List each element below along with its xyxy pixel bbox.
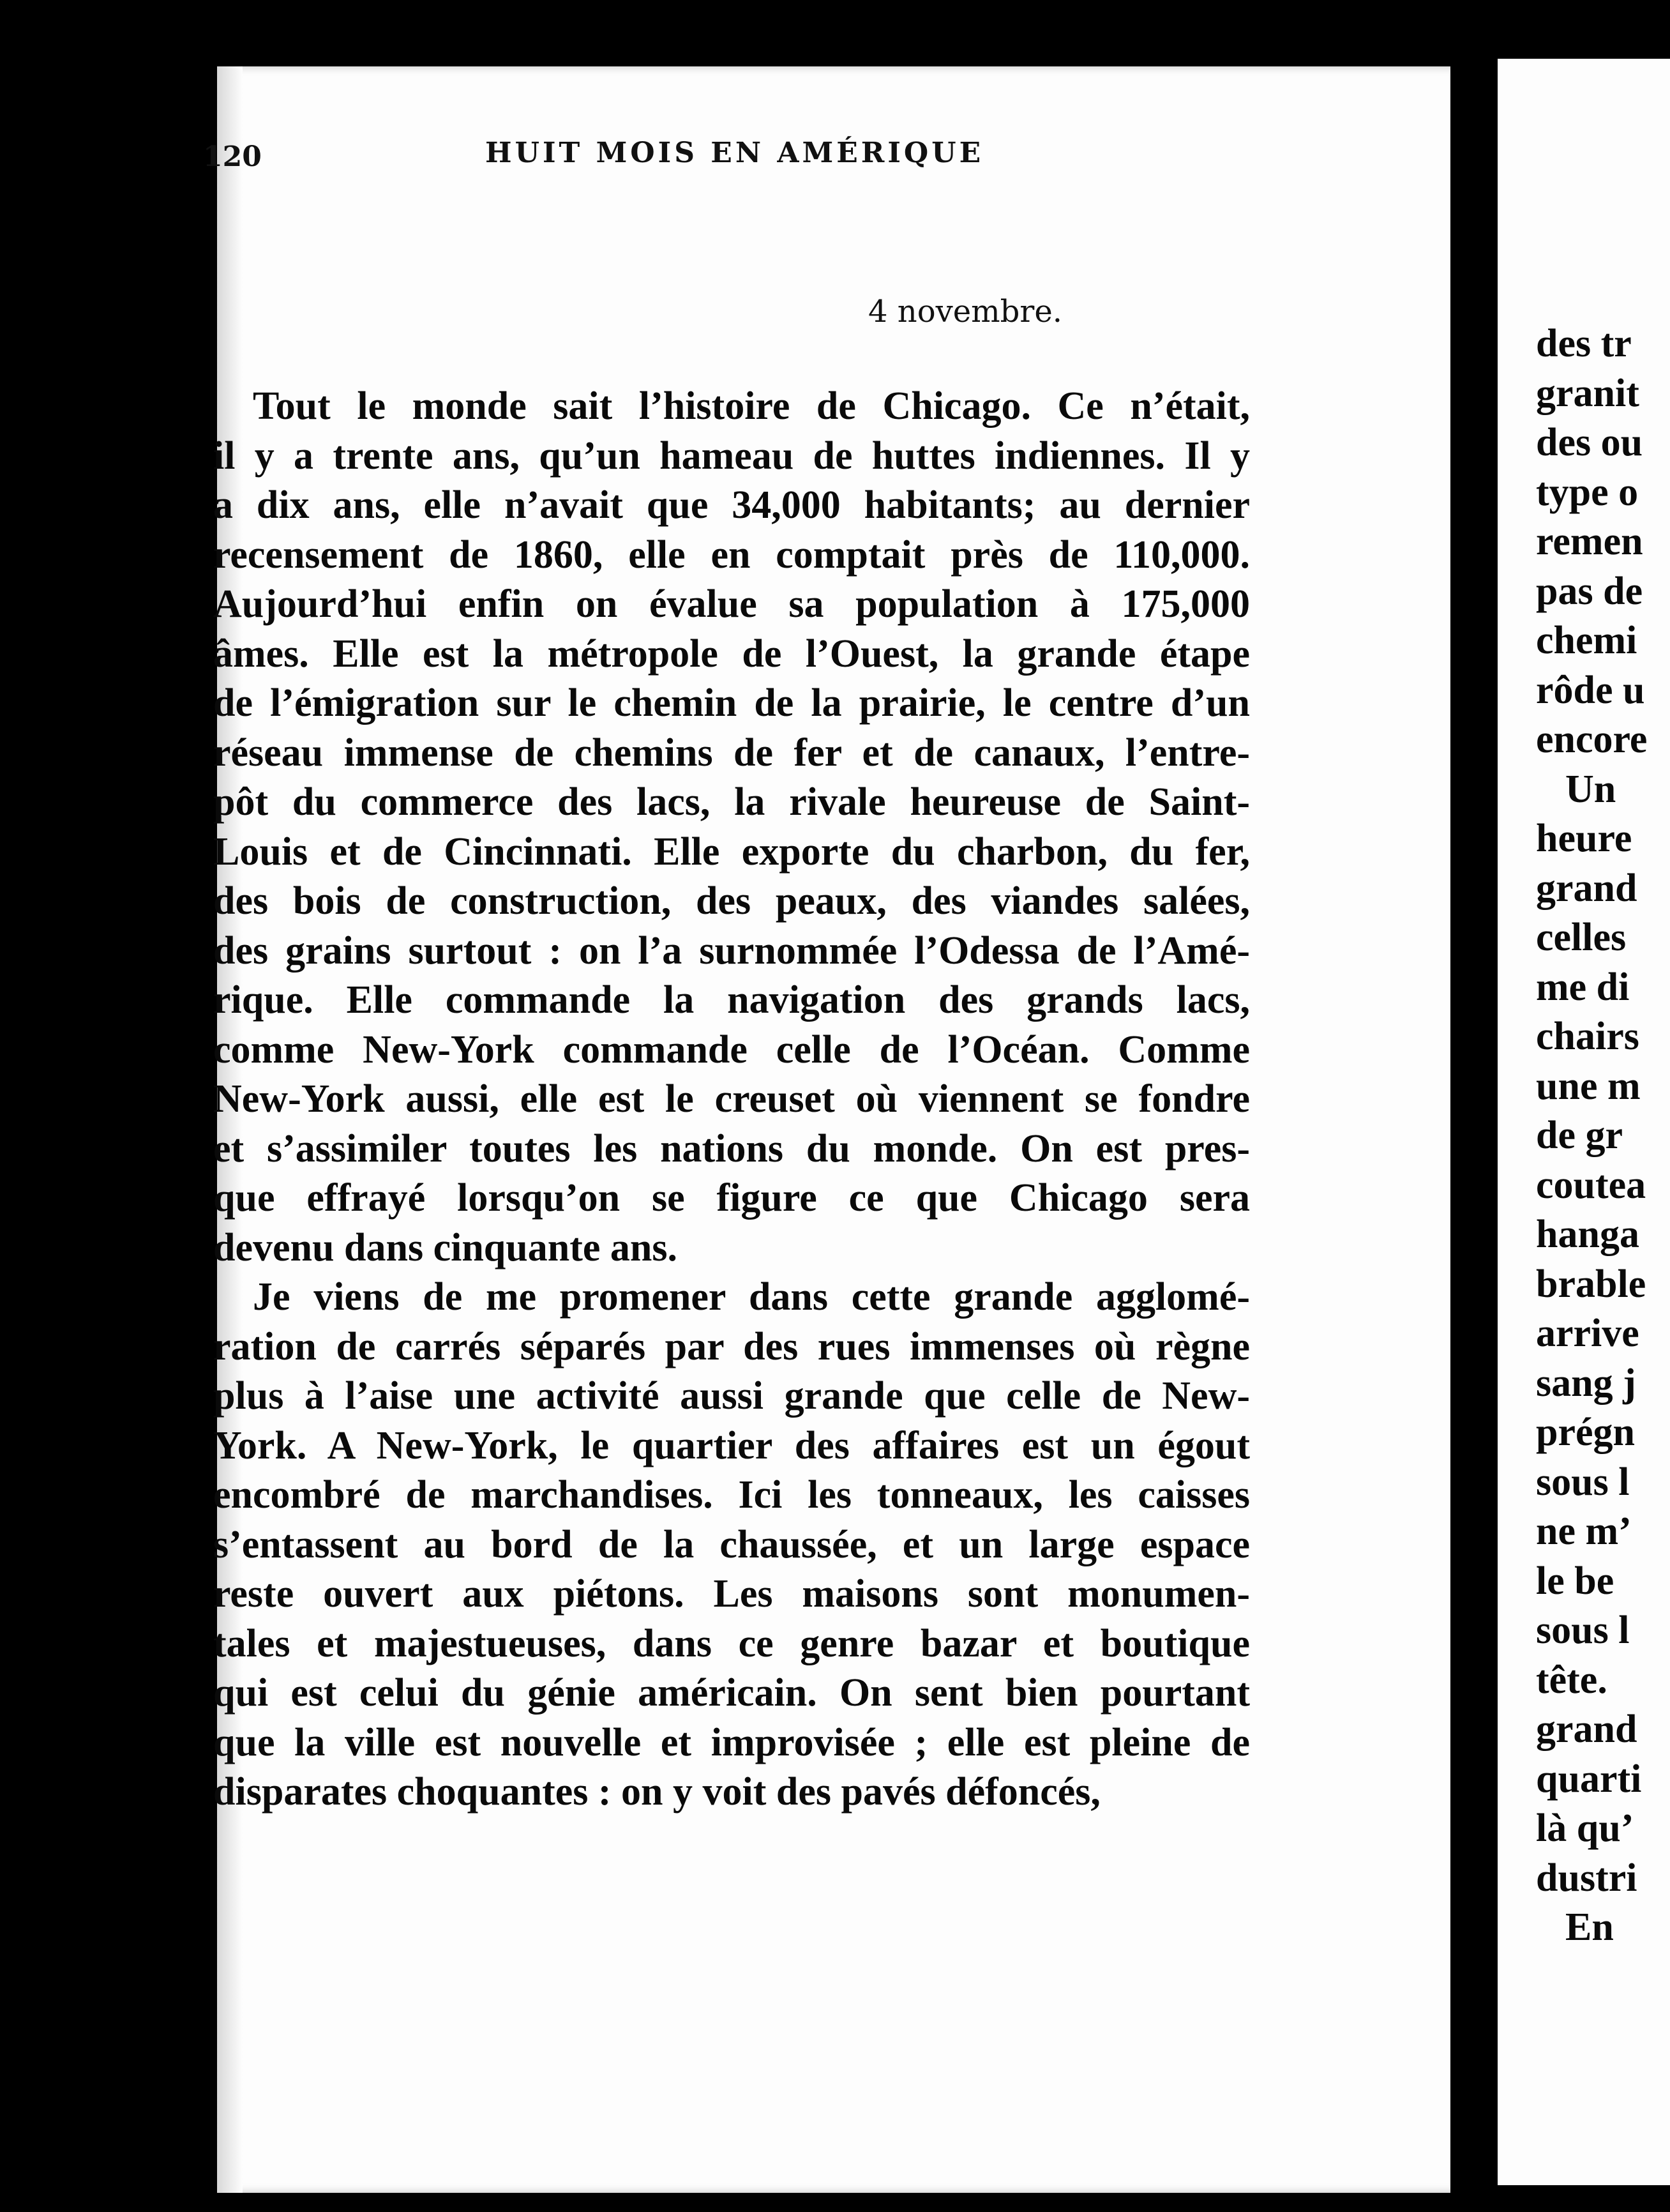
right-page-line: prégn — [1536, 1411, 1635, 1454]
right-page-line: type o — [1536, 470, 1639, 514]
right-page-line: En — [1565, 1905, 1614, 1949]
dateline: 4 novembre. — [868, 294, 1062, 330]
text-line: âmes. Elle est la métropole de l’Ouest, la grande étape — [213, 632, 1250, 676]
right-page-line: heure — [1536, 817, 1632, 860]
text-line: disparates choquantes : on y voit des pavés défoncés, — [213, 1770, 1101, 1814]
right-page-line: une m — [1536, 1064, 1641, 1108]
text-line: comme New-York commande celle de l’Océan. Comme — [213, 1027, 1250, 1072]
paragraph — [213, 1273, 1250, 1817]
text-line: devenu dans cinquante ans. — [213, 1225, 678, 1269]
text-line: Je viens de me promener dans cette grande agglomé- — [253, 1275, 1250, 1319]
right-page-line: chemi — [1536, 619, 1637, 662]
right-page-line: hanga — [1536, 1213, 1639, 1256]
right-page — [1498, 59, 1670, 2185]
running-title: HUIT MOIS EN AMÉRIQUE — [485, 137, 984, 169]
text-line: de l’émigration sur le chemin de la prairie, le centre d’un — [213, 681, 1250, 725]
text-line: Tout le monde sait l’histoire de Chicago. Ce n’était, — [253, 384, 1250, 428]
text-line: pôt du commerce des lacs, la rivale heureuse de Saint- — [213, 780, 1250, 824]
right-page-line: quarti — [1536, 1757, 1642, 1801]
right-page-line: grand — [1536, 1708, 1637, 1751]
text-line: que effrayé lorsqu’on se figure ce que Chicago sera — [213, 1176, 1250, 1220]
right-page-line: dustri — [1536, 1856, 1637, 1900]
text-line: des bois de construction, des peaux, des viandes salées, — [213, 879, 1250, 923]
right-page-line: ne m’ — [1536, 1510, 1632, 1553]
right-page-line: celles — [1536, 916, 1627, 959]
right-page-line: sous l — [1536, 1609, 1630, 1652]
right-page-line: remen — [1536, 520, 1643, 563]
text-line: que la ville est nouvelle et improvisée ; elle est pleine de — [213, 1720, 1250, 1764]
page-number: 120 — [203, 140, 262, 173]
text-line: et s’assimiler toutes les nations du monde. On est pres- — [213, 1126, 1250, 1170]
right-page-line: sang j — [1536, 1361, 1636, 1405]
paragraph — [213, 382, 1250, 1273]
book-gutter — [1450, 38, 1498, 2212]
right-page-line: Un — [1565, 767, 1616, 811]
right-page-line: pas de — [1536, 569, 1643, 613]
right-page-text — [1536, 319, 1670, 1953]
text-line: York. A New-York, le quartier des affaires est un égout — [213, 1423, 1250, 1467]
right-page-line: rôde u — [1536, 668, 1645, 712]
text-line: des grains surtout : on l’a surnommée l’Odessa de l’Amé- — [213, 928, 1250, 973]
right-page-line: de gr — [1536, 1114, 1623, 1157]
right-page-line: des tr — [1536, 322, 1632, 365]
text-line: ration de carrés séparés par des rues immenses où règne — [213, 1324, 1250, 1368]
text-line: reste ouvert aux piétons. Les maisons sont monumen- — [213, 1572, 1250, 1616]
right-page-line: des ou — [1536, 421, 1643, 464]
text-line: a dix ans, elle n’avait que 34,000 habitants; au dernier — [213, 483, 1250, 527]
text-line: plus à l’aise une activité aussi grande que celle de New- — [213, 1374, 1250, 1418]
text-line: qui est celui du génie américain. On sent bien pourtant — [213, 1671, 1250, 1715]
text-line: réseau immense de chemins de fer et de canaux, l’entre- — [213, 731, 1250, 775]
right-page-line: granit — [1536, 371, 1639, 415]
right-page-line: chairs — [1536, 1015, 1639, 1058]
text-line: encombré de marchandises. Ici les tonneaux, les caisses — [213, 1473, 1250, 1517]
text-line: il y a trente ans, qu’un hameau de huttes indiennes. Il y — [213, 434, 1250, 478]
right-page-line: couteа — [1536, 1163, 1646, 1207]
text-line: recensement de 1860, elle en comptait près de 110,000. — [213, 533, 1250, 577]
text-line: rique. Elle commande la navigation des grands lacs, — [213, 978, 1250, 1022]
right-page-line: là qu’ — [1536, 1807, 1634, 1850]
right-page-line: grand — [1536, 866, 1637, 910]
body-text — [213, 382, 1250, 1817]
text-line: s’entassent au bord de la chaussée, et un large espace — [213, 1522, 1250, 1566]
right-page-line: me di — [1536, 965, 1630, 1009]
right-page-line: le be — [1536, 1559, 1614, 1603]
right-page-line: arrive — [1536, 1312, 1639, 1355]
right-page-line: brable — [1536, 1262, 1646, 1306]
right-page-line: sous l — [1536, 1460, 1630, 1504]
text-line: Louis et de Cincinnati. Elle exporte du charbon, du fer, — [213, 830, 1250, 874]
text-line: New-York aussi, elle est le creuset où viennent se fondre — [213, 1077, 1250, 1121]
right-page-line: encore — [1536, 718, 1648, 761]
text-line: tales et majestueuses, dans ce genre bazar et boutique — [213, 1621, 1250, 1665]
right-page-line: tête. — [1536, 1658, 1607, 1702]
text-line: Aujourd’hui enfin on évalue sa population à 175,000 — [213, 582, 1250, 626]
